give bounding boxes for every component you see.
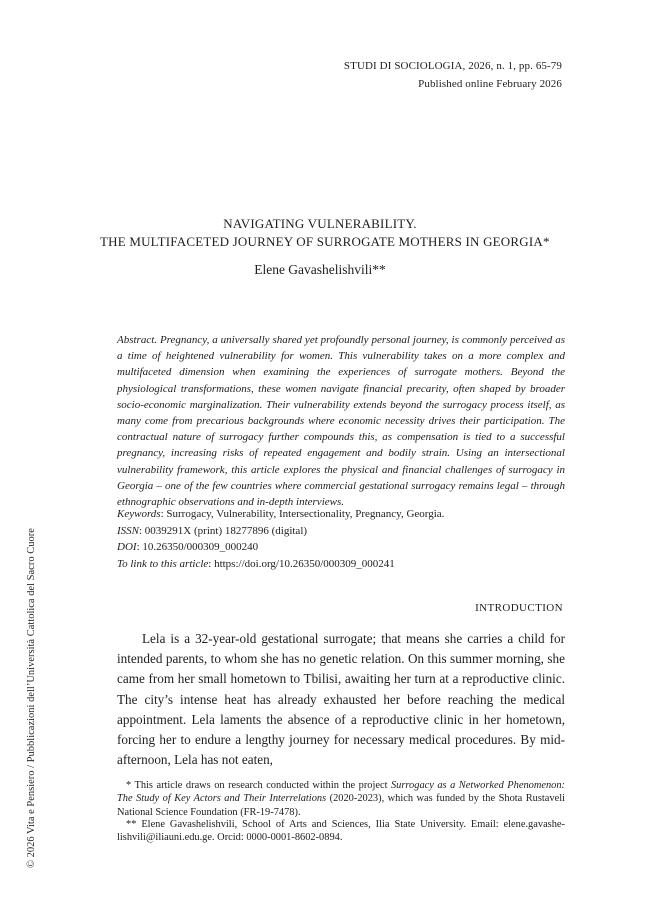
article-title [100, 215, 550, 251]
footnote-1-text: * This article draws on research conducted within the project [126, 780, 391, 791]
journal-reference [344, 57, 562, 93]
article-link-label: To link to this article [117, 557, 209, 570]
issn-value: : 0039291X (print) 18277896 (digital) [139, 524, 308, 537]
journal-citation: STUDI DI SOCIOLOGIA, 2026, n. 1, pp. 65-79 [343, 60, 562, 72]
footnote-1-funding: (2020-2023), which was funded by the Shota Rustaveli National Science Foundation (FR-19-7478). [117, 793, 565, 818]
keywords-line [117, 506, 565, 523]
doi-line [117, 539, 565, 556]
footnote-1 [117, 779, 565, 819]
footnote-1-project-title: Surrogacy as a Networked Phenomenon: The Study of Key Actors and Their Interrelations [117, 780, 565, 805]
copyright-notice: © 2026 Vita e Pensiero / Pubblicazioni dell’Università Cattolica del Sacro Cuore [26, 528, 37, 868]
issn-label: ISSN [117, 524, 139, 537]
article-link-line [117, 556, 565, 573]
doi-label: DOI [117, 541, 137, 554]
doi-value: : 10.26350/000309_000240 [136, 541, 259, 554]
footnote-2: ** Elene Gavashelishvili, School of Arts and Sciences, Ilia State University. Email: elene.gavashelishvili@iliauni.edu.ge. Orcid: 0000-0001-8602-0894. [117, 819, 565, 844]
abstract: Abstract. Pregnancy, a universally shared yet profoundly personal journey, is commonly perceived as a time of heightened vulnerability for women. This vulnerability takes on a more complex and multifaceted dimension when examining the experiences of surrogate mothers. Beyond the physiological transformations, these women navigate financial precarity, often shaped by broader socio-economic marginalization. Their vulnerability extends beyond the surrogacy process itself, as many come from precarious backgrounds where economic necessity drives their participation. The contractual nature of surrogacy further compounds this, as compensation is tied to a successful pregnancy, increasing risks of repeated engagement and bodily strain. Using an intersectional vulnerability framework, this article explores the physical and financial challenges of surrogacy in Georgia – one of the few countries where commercial gestational surrogacy remains legal – through ethnographic observations and in-depth interviews. [117, 334, 565, 509]
section-heading: INTRODUCTION [475, 602, 563, 614]
article-link-value[interactable]: : https://doi.org/10.26350/000309_000241 [208, 557, 395, 570]
article-title-line-2: THE MULTIFACETED JOURNEY OF SURROGATE MOTHERS IN GEORGIA* [100, 234, 550, 249]
article-title-line-1: NAVIGATING VULNERABILITY. [223, 216, 417, 231]
keywords-label: Keywords [117, 508, 161, 520]
issn-line [117, 523, 565, 540]
article-author: Elene Gavashelishvili** [254, 262, 386, 277]
body-paragraph: Lela is a 32-year-old gestational surrogate; that means she carries a child for intended parents, to whom she has no genetic relation. On this summer morning, she came from her small hometown to Tbilisi, awaiting her turn at a reproductive clinic. The city’s intense heat has already exhausted her before reaching the medical appointment. Lela laments the absence of a reproductive clinic in her hometown, forcing her to endure a lengthy journey for necessary medical procedures. By mid-afternoon, Lela has not eaten, [117, 631, 565, 768]
publication-date: Published online February 2026 [418, 78, 562, 90]
keywords-value: : Surrogacy, Vulnerability, Intersectionality, Pregnancy, Georgia. [160, 508, 445, 520]
article-metadata [117, 506, 565, 572]
